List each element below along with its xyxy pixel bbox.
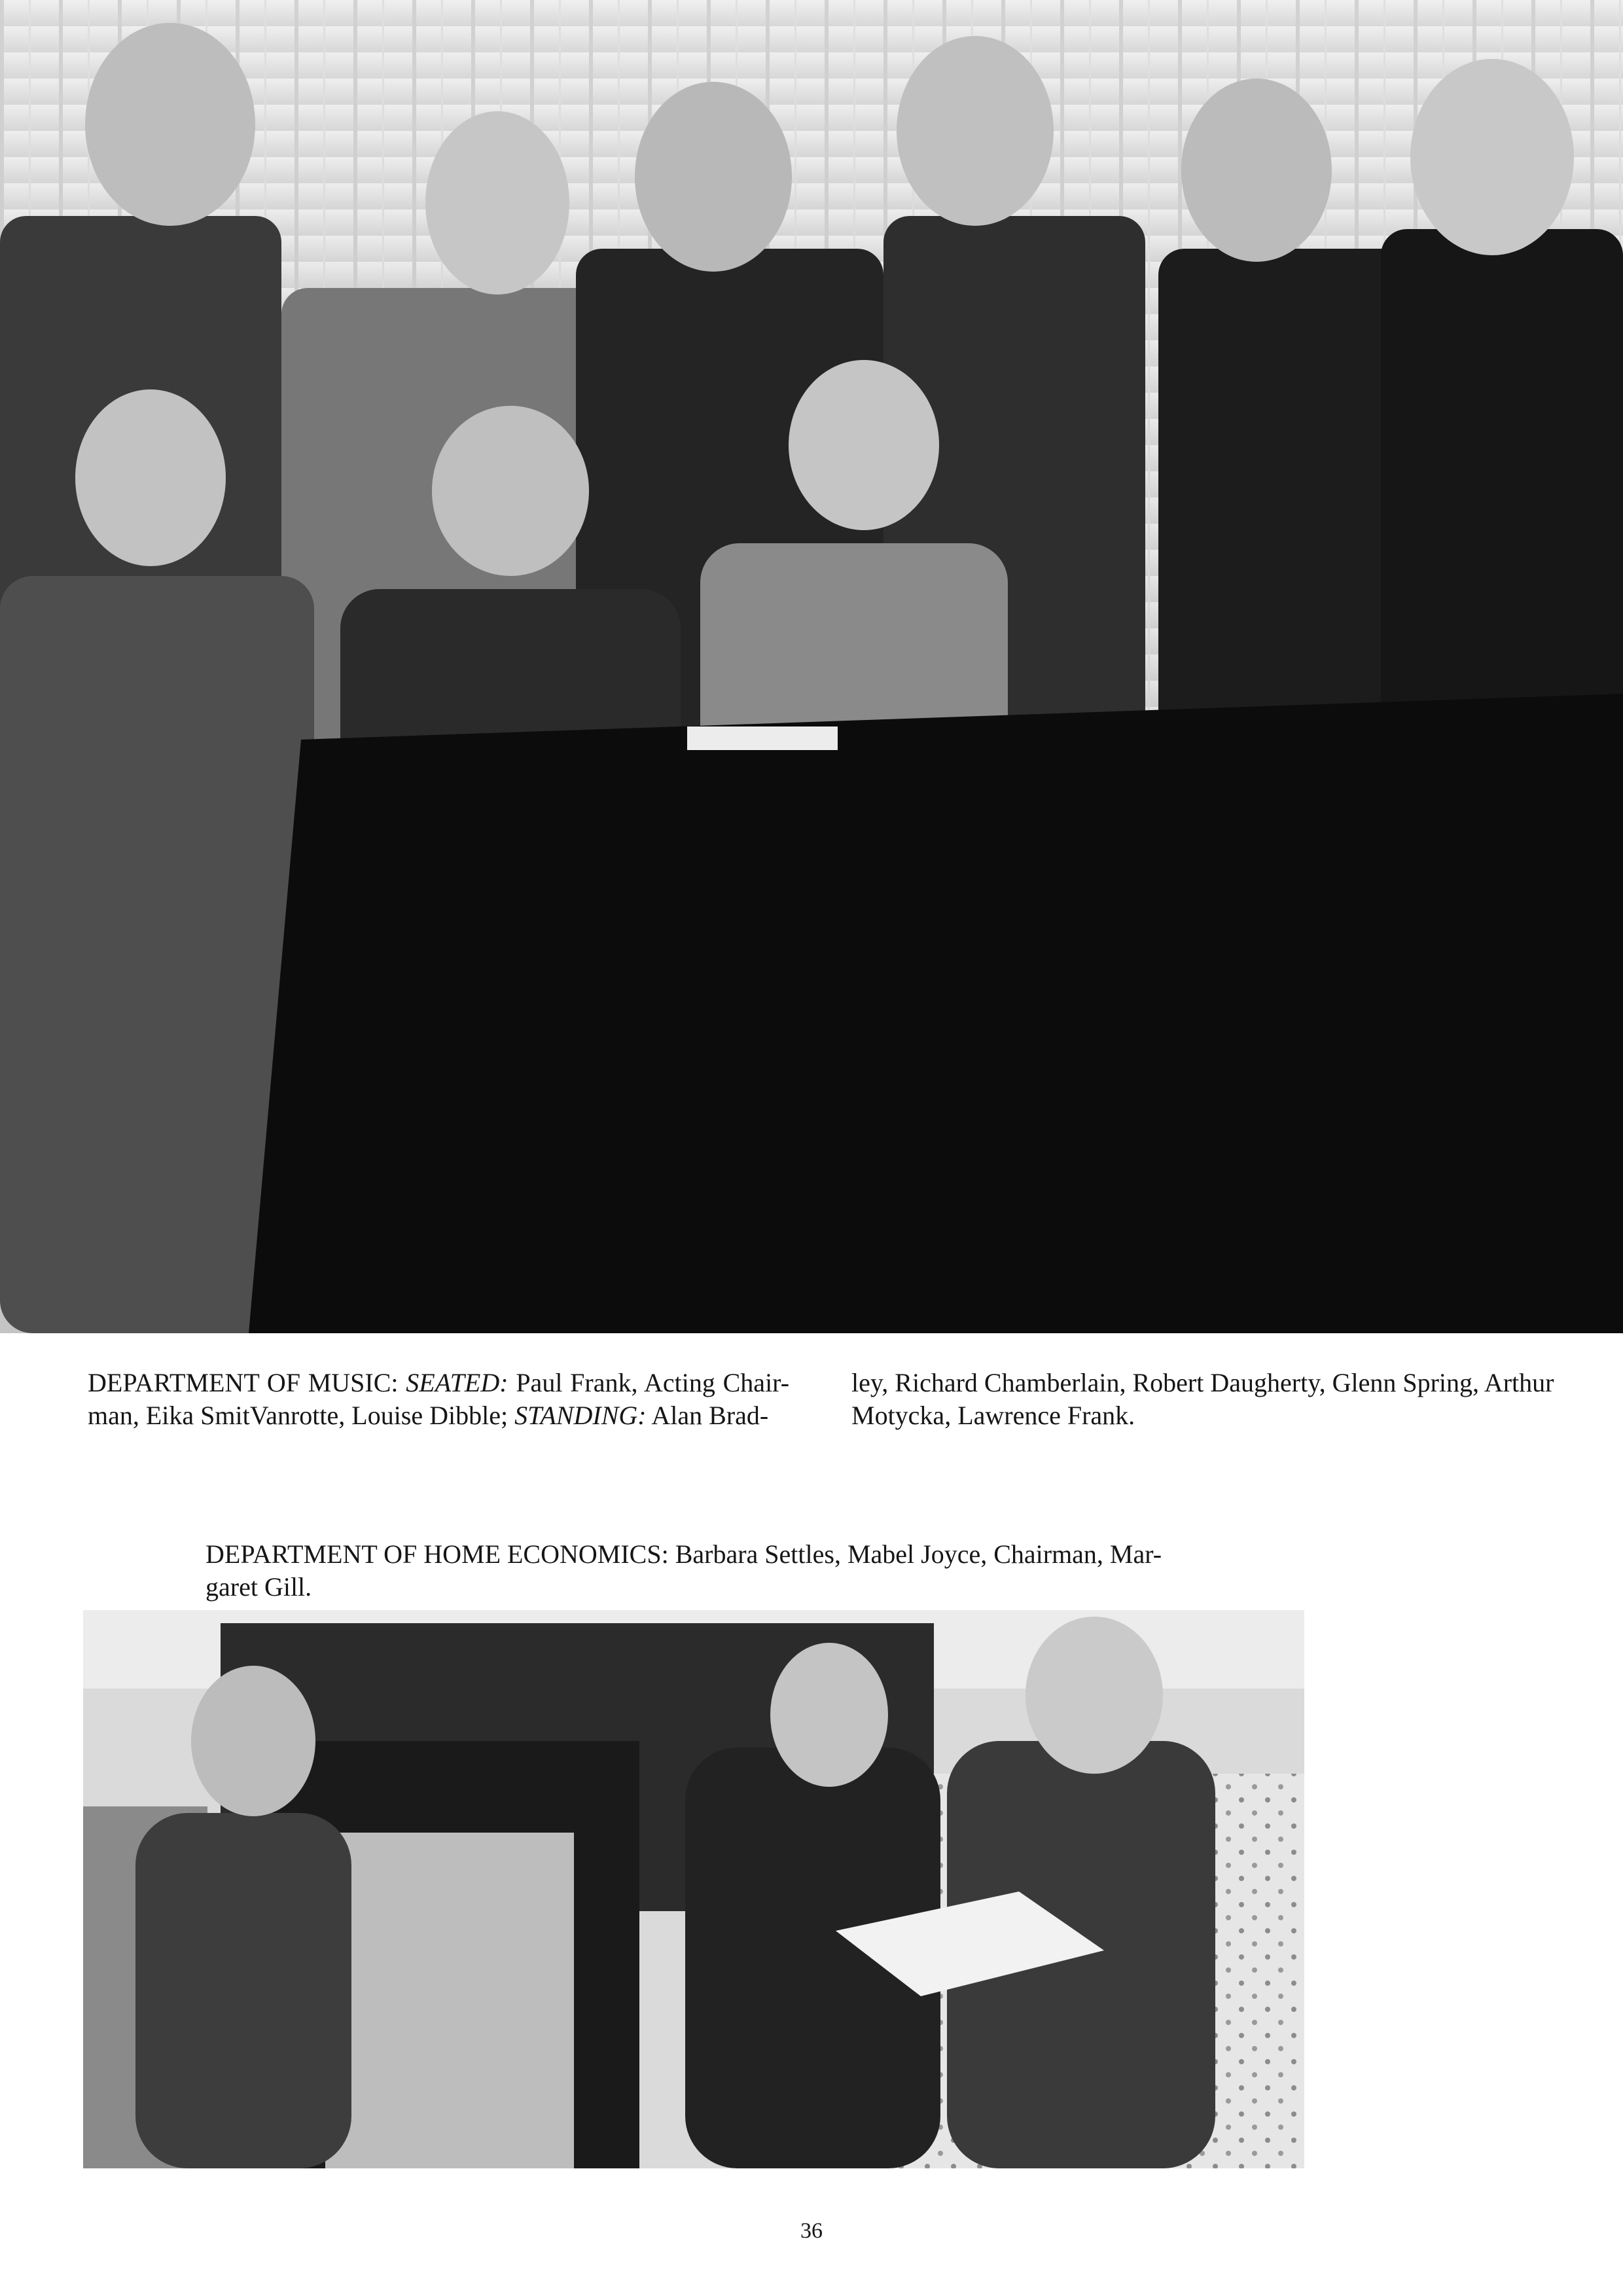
home-economics-photo	[83, 1610, 1304, 2168]
standing-names-3: Motycka, Lawrence Frank.	[851, 1401, 1135, 1430]
home-caption-line-2: garet Gill.	[205, 1572, 312, 1602]
page-number: 36	[800, 2219, 823, 2243]
grand-piano	[249, 694, 1623, 1333]
home-caption-line-1: DEPARTMENT OF HOME ECONOMICS: Barbara Settles, Mabel Joyce, Chairman, Mar-	[205, 1539, 1162, 1569]
standing-label: STANDING:	[514, 1401, 647, 1430]
music-caption-left	[88, 1367, 789, 1432]
standing-names-2: ley, Richard Chamberlain, Robert Daugherty, Glenn Spring, Arthur	[851, 1368, 1554, 1397]
music-caption-lead: DEPARTMENT OF MUSIC:	[88, 1368, 399, 1397]
seated-label: SEATED:	[406, 1368, 508, 1397]
seated-names-2: man, Eika SmitVanrotte, Louise Dibble;	[88, 1401, 508, 1430]
music-caption-right	[851, 1367, 1554, 1432]
standing-names-1: Alan Brad-	[651, 1401, 769, 1430]
seated-names-1: Paul Frank, Acting Chair-	[516, 1368, 790, 1397]
home-economics-caption	[205, 1538, 1194, 1604]
home-photo-image	[83, 1610, 1304, 2168]
